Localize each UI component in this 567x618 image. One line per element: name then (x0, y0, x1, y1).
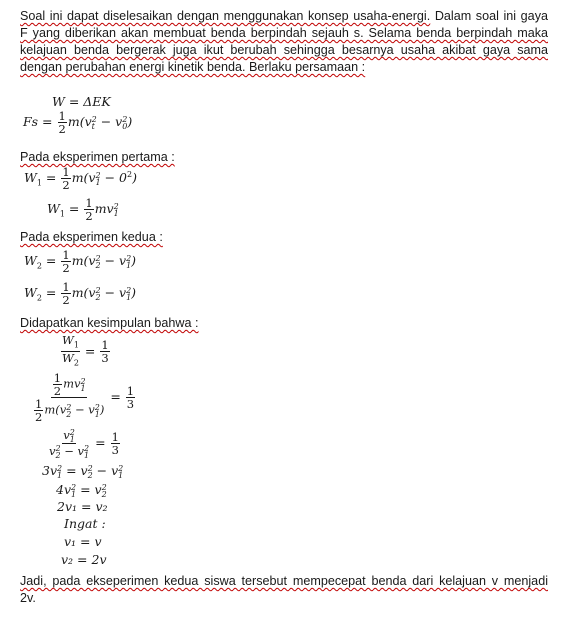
equation-v1: v₁ = v (64, 534, 102, 549)
intro-line-3: kelajuan benda bergerak juga ikut berubah sehingga besarnya usaha akibat gaya sama (20, 43, 548, 57)
ingat-label: Ingat : (64, 516, 106, 531)
heading-experiment-1: Pada eksperimen pertama : (20, 150, 175, 164)
conclusion-line-2: 2v. (20, 591, 36, 605)
intro-line-1a: Soal ini dapat diselesaikan dengan menggunakan konsep usaha-energi. (20, 9, 431, 23)
equation-3v1: 3v 2 1 = v 2 2 − v 2 1 (42, 463, 124, 480)
intro-line-2: F yang diberikan akan membuat benda berpindah sejauh s. Selama benda berpindah maka (20, 26, 548, 40)
equation-v2: v₂ = 2v (61, 552, 107, 567)
intro-paragraph (20, 8, 548, 25)
equation-fs: Fs = $\frac{1}{2}$ m(v 2 t − v 2 0 ) (23, 109, 133, 136)
equation-w2-a: $W_2$ = $\frac{1}{2}$ m(v 2 2 − v 2 1 ) (24, 248, 137, 275)
equation-ratio-w: $\frac{W_1}{W_2}$ = $\frac{1}{3}$ (62, 333, 109, 368)
equation-w1-a: $W_1$ = $\frac{1}{2}$ m(v 2 1 − $0^2$) (24, 165, 137, 192)
heading-experiment-2: Pada eksperimen kedua : (20, 230, 163, 244)
equation-w2-b: $W_2$ = $\frac{1}{2}$ m(v 2 2 − v 2 1 ) (24, 280, 137, 307)
heading-conclusion: Didapatkan kesimpulan bahwa : (20, 316, 199, 330)
equation-2v1: 2v₁ = v₂ (57, 499, 108, 514)
equation-work-energy: W = ΔEK (52, 94, 111, 109)
conclusion-line-1: Jadi, pada ekseperimen kedua siswa tersebut mempecepat benda dari kelajuan v menjadi (20, 574, 548, 588)
equation-w1-b: $W_1$ = $\frac{1}{2}$ mv 2 1 (47, 196, 119, 223)
intro-line-4: dengan perubahan energi kinetik benda. Berlaku persamaan : (20, 60, 366, 74)
equation-4v1: 4v 2 1 = v 2 2 (56, 482, 107, 499)
equation-ratio-energy: $\frac{1}{2}$ mv 2 1 $\frac{1}{2}$ m(v 2 2 − v 2 1 ) = $\frac{1}{3}$ (35, 371, 135, 424)
intro-line-1b: Dalam soal ini gaya (430, 9, 548, 23)
equation-ratio-velocity: v 2 1 v 2 2 − v 2 1 = $\frac{1}{3}$ (49, 428, 119, 460)
